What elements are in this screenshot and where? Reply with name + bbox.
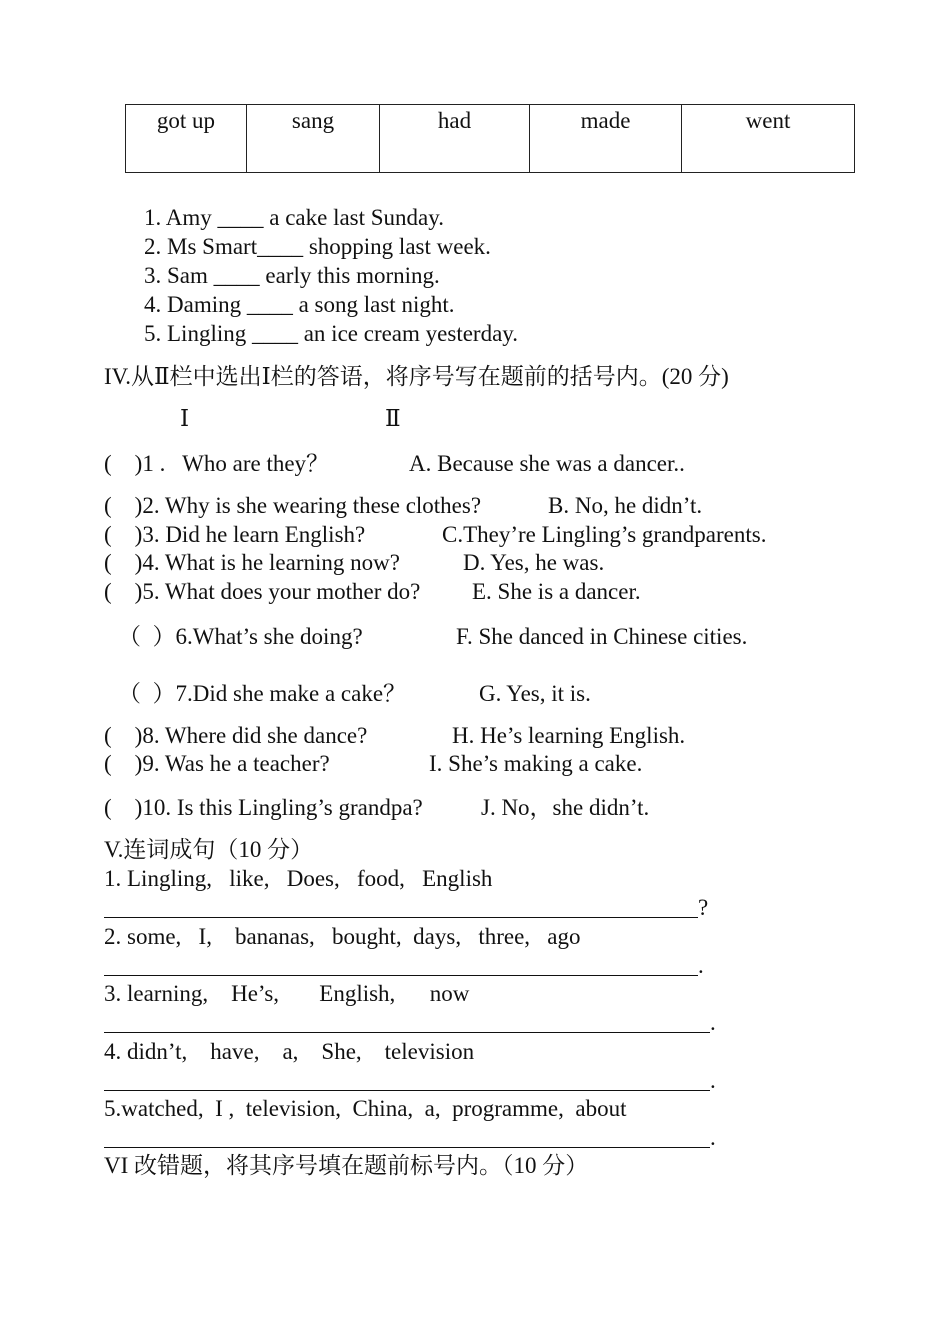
match-question: ( )10. Is this Lingling’s grandpa?	[104, 795, 423, 820]
fill-in-sentence: 4. Daming ____ a song last night.	[144, 292, 455, 317]
fill-in-sentence: 5. Lingling ____ an ice cream yesterday.	[144, 321, 519, 346]
match-question: ( )3. Did he learn English?	[104, 522, 366, 547]
section-vi-title: VI 改错题，将其序号填在题前标号内。（10 分）	[104, 1153, 589, 1178]
word-bank-cell: went	[682, 105, 855, 173]
scrambled-words: 1. Lingling, like, Does, food, English	[104, 866, 493, 891]
word-bank-row	[126, 105, 855, 173]
match-question: （ ）6.What’s she doing?	[118, 624, 363, 649]
section-iv-title: IV.从Ⅱ栏中选出Ⅰ栏的答语，将序号写在题前的括号内。(20 分)	[104, 364, 729, 389]
match-question: ( )4. What is he learning now?	[104, 550, 400, 575]
scrambled-words: 4. didn’t, have, a, She, television	[104, 1039, 475, 1064]
match-question: （ ）7.Did she make a cake？	[118, 681, 407, 706]
end-punctuation: .	[710, 1068, 716, 1093]
end-punctuation: .	[698, 953, 704, 978]
scrambled-words: 5.watched, I , television, China, a, programme, about	[104, 1096, 627, 1121]
match-question: ( )1 . Who are they？	[104, 451, 330, 476]
answer-line	[104, 975, 698, 976]
match-question: ( )9. Was he a teacher?	[104, 751, 330, 776]
match-answer: A. Because she was a dancer..	[409, 451, 685, 476]
end-punctuation: ?	[698, 895, 709, 920]
word-bank-cell: sang	[247, 105, 380, 173]
word-bank-table	[125, 104, 855, 173]
word-bank-cell: had	[380, 105, 530, 173]
column-i-header: Ⅰ	[180, 406, 190, 431]
fill-in-sentence: 2. Ms Smart____ shopping last week.	[144, 234, 491, 259]
match-answer: E. She is a dancer.	[472, 579, 641, 604]
match-answer: G. Yes, it is.	[479, 681, 591, 706]
match-answer: B. No, he didn’t.	[548, 493, 703, 518]
fill-in-sentence: 1. Amy ____ a cake last Sunday.	[144, 205, 445, 230]
match-question: ( )5. What does your mother do?	[104, 579, 421, 604]
fill-in-sentence: 3. Sam ____ early this morning.	[144, 263, 440, 288]
match-answer: H. He’s learning English.	[452, 723, 686, 748]
section-v-title: V.连词成句（10 分）	[104, 837, 314, 862]
scrambled-words: 2. some, I, bananas, bought, days, three, ago	[104, 924, 581, 949]
match-answer: I. She’s making a cake.	[429, 751, 643, 776]
match-answer: C.They’re Lingling’s grandparents.	[442, 522, 767, 547]
match-question: ( )2. Why is she wearing these clothes?	[104, 493, 482, 518]
end-punctuation: .	[710, 1010, 716, 1035]
match-question: ( )8. Where did she dance?	[104, 723, 368, 748]
match-answer: D. Yes, he was.	[463, 550, 605, 575]
scrambled-words: 3. learning, He’s, English, now	[104, 981, 470, 1006]
match-answer: F. She danced in Chinese cities.	[456, 624, 748, 649]
answer-line	[104, 1090, 710, 1091]
end-punctuation: .	[710, 1125, 716, 1150]
word-bank-cell: made	[530, 105, 682, 173]
answer-line	[104, 917, 698, 918]
match-answer: J. No，she didn’t.	[481, 795, 650, 820]
column-ii-header: Ⅱ	[385, 406, 401, 431]
answer-line	[104, 1147, 710, 1148]
answer-line	[104, 1032, 710, 1033]
word-bank-cell: got up	[126, 105, 247, 173]
